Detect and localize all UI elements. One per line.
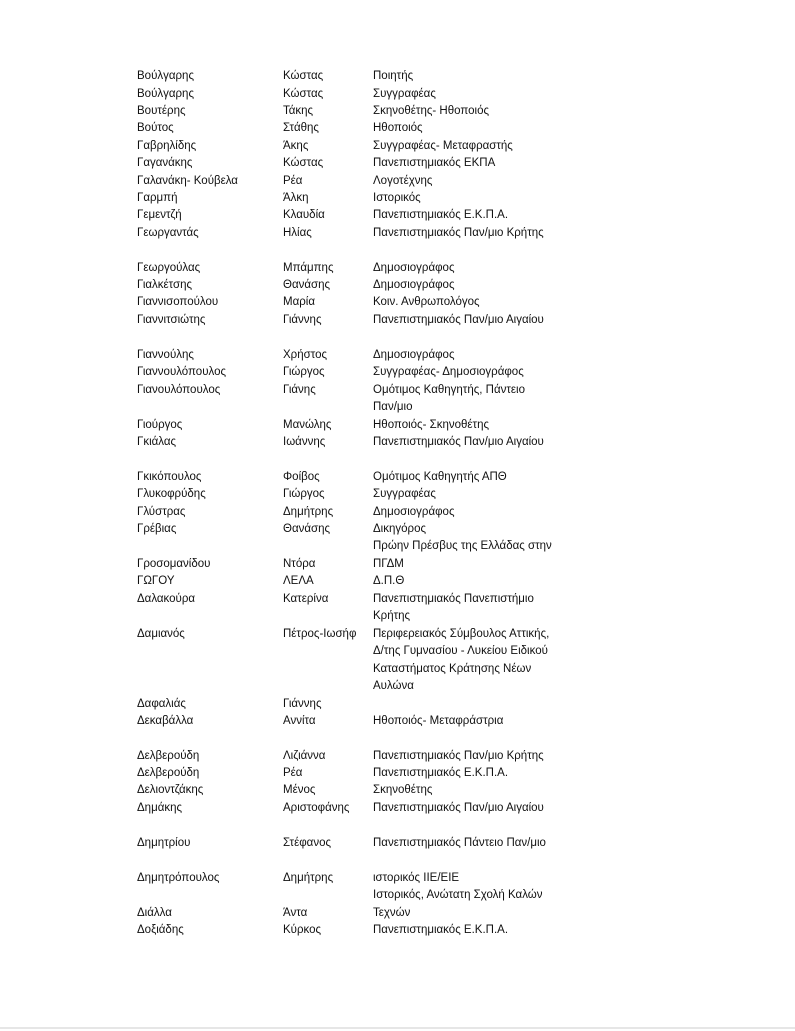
first-name: Κώστας [283, 70, 324, 82]
description-line: ΠΓΔΜ [373, 558, 404, 570]
description-line: Πανεπιστημιακός Παν/μιο Κρήτης [373, 750, 544, 762]
surname: Βούτος [137, 122, 174, 134]
description [373, 155, 573, 172]
first-name: Γιάνης [283, 384, 316, 396]
description-line: Πρώην Πρέσβυς της Ελλάδας στην [373, 540, 552, 553]
surname: Διάλλα [137, 907, 172, 919]
description-line: Δημοσιογράφος [373, 506, 455, 518]
surname: Γκικόπουλος [137, 471, 202, 483]
description [373, 103, 573, 120]
surname: Γιαννουλόπουλος [137, 366, 227, 378]
surname: Δαμιανός [137, 628, 185, 640]
first-name: Κώστας [283, 88, 324, 100]
description [373, 504, 573, 521]
description-line: ιστορικός ΙΙΕ/ΕΙΕ [373, 872, 460, 884]
surname: Γαβρηλίδης [137, 140, 197, 152]
description-line: Πανεπιστημιακός Παν/μιο Κρήτης [373, 227, 544, 239]
description-line: Πανεπιστημιακός Ε.Κ.Π.Α. [373, 767, 509, 779]
surname: Γαλανάκη- Κούβελα [137, 175, 238, 187]
description-line: Ιστορικός, Ανώτατη Σχολή Καλών [373, 889, 543, 902]
description [373, 922, 573, 939]
description [373, 556, 573, 573]
description-line: Ηθοποιός- Μεταφράστρια [373, 715, 504, 727]
first-name: Κατερίνα [283, 593, 329, 605]
description-line: Ιστορικός [373, 192, 421, 204]
first-name: Θανάσης [283, 279, 331, 291]
description-line: Δημοσιογράφος [373, 262, 455, 274]
description-line: Παν/μιο [373, 401, 413, 414]
first-name: Ρέα [283, 175, 303, 187]
description-line: Δ/της Γυμνασίου - Λυκείου Ειδικού [373, 645, 548, 658]
description-line: Πανεπιστημιακός Ε.Κ.Π.Α. [373, 209, 509, 221]
surname: Γλύστρας [137, 506, 186, 518]
surname: Δελβερούδη [137, 750, 200, 762]
description-line: Συγγραφέας [373, 88, 436, 100]
description-line: Ποιητής [373, 70, 414, 82]
description [373, 626, 573, 696]
description-line: Περιφερειακός Σύμβουλος Αττικής, [373, 628, 550, 640]
description-line: Τεχνών [373, 907, 411, 919]
surname: Δημητρίου [137, 837, 191, 849]
first-name: Γιώργος [283, 488, 325, 500]
first-name: Ντόρα [283, 558, 316, 570]
description [373, 294, 573, 311]
surname: Γιαννιτσιώτης [137, 314, 206, 326]
description-line: Καταστήματος Κράτησης Νέων [373, 662, 532, 675]
description [373, 782, 573, 799]
first-name: Τάκης [283, 105, 314, 117]
first-name: Μαρία [283, 296, 315, 308]
description [373, 800, 573, 817]
description [373, 347, 573, 364]
description [373, 713, 573, 730]
description-line: Κοιν. Ανθρωπολόγος [373, 296, 480, 308]
first-name: Γιάννης [283, 698, 322, 710]
surname: Γεωργαντάς [137, 227, 199, 239]
first-name: Λιζιάννα [283, 750, 326, 762]
description [373, 173, 573, 190]
first-name: Μένος [283, 784, 316, 796]
first-name: Στάθης [283, 122, 319, 134]
description [373, 312, 573, 329]
first-name: Ιωάννης [283, 436, 326, 448]
surname: Γιαλκέτσης [137, 279, 193, 291]
first-name: Πέτρος-Ιωσήφ [283, 628, 357, 640]
surname: Δελιοντζάκης [137, 784, 204, 796]
description-line: Πανεπιστημιακός Πάντειο Παν/μιο [373, 837, 546, 849]
description [373, 207, 573, 224]
description-line: Πανεπιστημιακός Παν/μιο Αιγαίου [373, 802, 544, 814]
description [373, 190, 573, 207]
first-name: Δημήτρης [283, 872, 334, 884]
description-line: Ομότιμος Καθηγητής, Πάντειο [373, 384, 525, 396]
first-name: Δημήτρης [283, 506, 334, 518]
first-name: Ρέα [283, 767, 303, 779]
page-bottom-edge [0, 1027, 795, 1029]
first-name: Άκης [283, 140, 309, 152]
first-name: Φοίβος [283, 471, 320, 483]
surname: Βούλγαρης [137, 70, 194, 82]
surname: Γαρμπή [137, 192, 178, 204]
description-line: Πανεπιστημιακός Πανεπιστήμιο [373, 593, 534, 605]
description [373, 835, 573, 852]
description-line: Σκηνοθέτης [373, 784, 433, 796]
surname: Γιαννούλης [137, 349, 194, 361]
description-line: Πανεπιστημιακός Παν/μιο Αιγαίου [373, 436, 544, 448]
first-name: Μανώλης [283, 419, 332, 431]
surname: Γαγανάκης [137, 157, 193, 169]
description [373, 120, 573, 137]
first-name: Στέφανος [283, 837, 332, 849]
surname: Βούλγαρης [137, 88, 194, 100]
surname: Δοξιάδης [137, 924, 184, 936]
description [373, 277, 573, 294]
surname: Γιαννισοπούλου [137, 296, 219, 308]
description [373, 138, 573, 155]
description-line: Δημοσιογράφος [373, 349, 455, 361]
first-name: Κλαυδία [283, 209, 325, 221]
surname: Δημητρόπουλος [137, 872, 220, 884]
surname: Γιούργος [137, 419, 183, 431]
first-name: Αννίτα [283, 715, 316, 727]
description [373, 382, 573, 417]
description-line: Δ.Π.Θ [373, 575, 405, 587]
first-name: Άντα [283, 907, 308, 919]
description [373, 521, 573, 556]
description-line: Ομότιμος Καθηγητής ΑΠΘ [373, 471, 507, 483]
surname: Γεωργούλας [137, 262, 201, 274]
first-name: Μπάμπης [283, 262, 334, 274]
surname: Γεμεντζή [137, 209, 182, 221]
description [373, 765, 573, 782]
surname: Γρέβιας [137, 523, 177, 535]
first-name: ΛΕΛΑ [283, 575, 314, 587]
surname: Βουτέρης [137, 105, 186, 117]
description [373, 86, 573, 103]
description-line: Συγγραφέας [373, 488, 436, 500]
description [373, 591, 573, 626]
description [373, 434, 573, 451]
description-line: Ηθοποιός [373, 122, 423, 134]
description [373, 469, 573, 486]
surname: Γκιάλας [137, 436, 177, 448]
description-line: Δημοσιογράφος [373, 279, 455, 291]
surname: Δελβερούδη [137, 767, 200, 779]
first-name: Κύρκος [283, 924, 322, 936]
first-name: Θανάσης [283, 523, 331, 535]
surname: Δαλακούρα [137, 593, 196, 605]
first-name: Αριστοφάνης [283, 802, 350, 814]
surname: Γλυκοφρύδης [137, 488, 206, 500]
surname: Δεκαβάλλα [137, 715, 194, 727]
description [373, 748, 573, 765]
description [373, 260, 573, 277]
first-name: Γιάννης [283, 314, 322, 326]
description [373, 364, 573, 381]
description [373, 573, 573, 590]
description [373, 486, 573, 503]
description-line: Δικηγόρος [373, 523, 427, 535]
surname: Δαφαλιάς [137, 698, 186, 710]
first-name: Χρήστος [283, 349, 328, 361]
description-line: Ηθοποιός- Σκηνοθέτης [373, 419, 490, 431]
description-line: Λογοτέχνης [373, 175, 433, 187]
description-line: Πανεπιστημιακός Παν/μιο Αιγαίου [373, 314, 544, 326]
surname: Δημάκης [137, 802, 183, 814]
description-line: Αυλώνα [373, 680, 414, 693]
description [373, 905, 573, 922]
description-line: Πανεπιστημιακός Ε.Κ.Π.Α. [373, 924, 509, 936]
first-name: Γιώργος [283, 366, 325, 378]
surname: Γιανουλόπουλος [137, 384, 221, 396]
description [373, 870, 573, 905]
description-line: Συγγραφέας- Δημοσιογράφος [373, 366, 524, 378]
first-name: Κώστας [283, 157, 324, 169]
first-name: Άλκη [283, 192, 309, 204]
description-line: Κρήτης [373, 610, 411, 623]
description [373, 68, 573, 85]
surname: Γροσομανίδου [137, 558, 211, 570]
description [373, 417, 573, 434]
first-name: Ηλίας [283, 227, 312, 239]
surname: ΓΩΓΟΥ [137, 575, 175, 587]
description-line: Σκηνοθέτης- Ηθοποιός [373, 105, 490, 117]
description [373, 225, 573, 242]
description-line: Συγγραφέας- Μεταφραστής [373, 140, 513, 152]
description-line: Πανεπιστημιακός ΕΚΠΑ [373, 157, 496, 169]
